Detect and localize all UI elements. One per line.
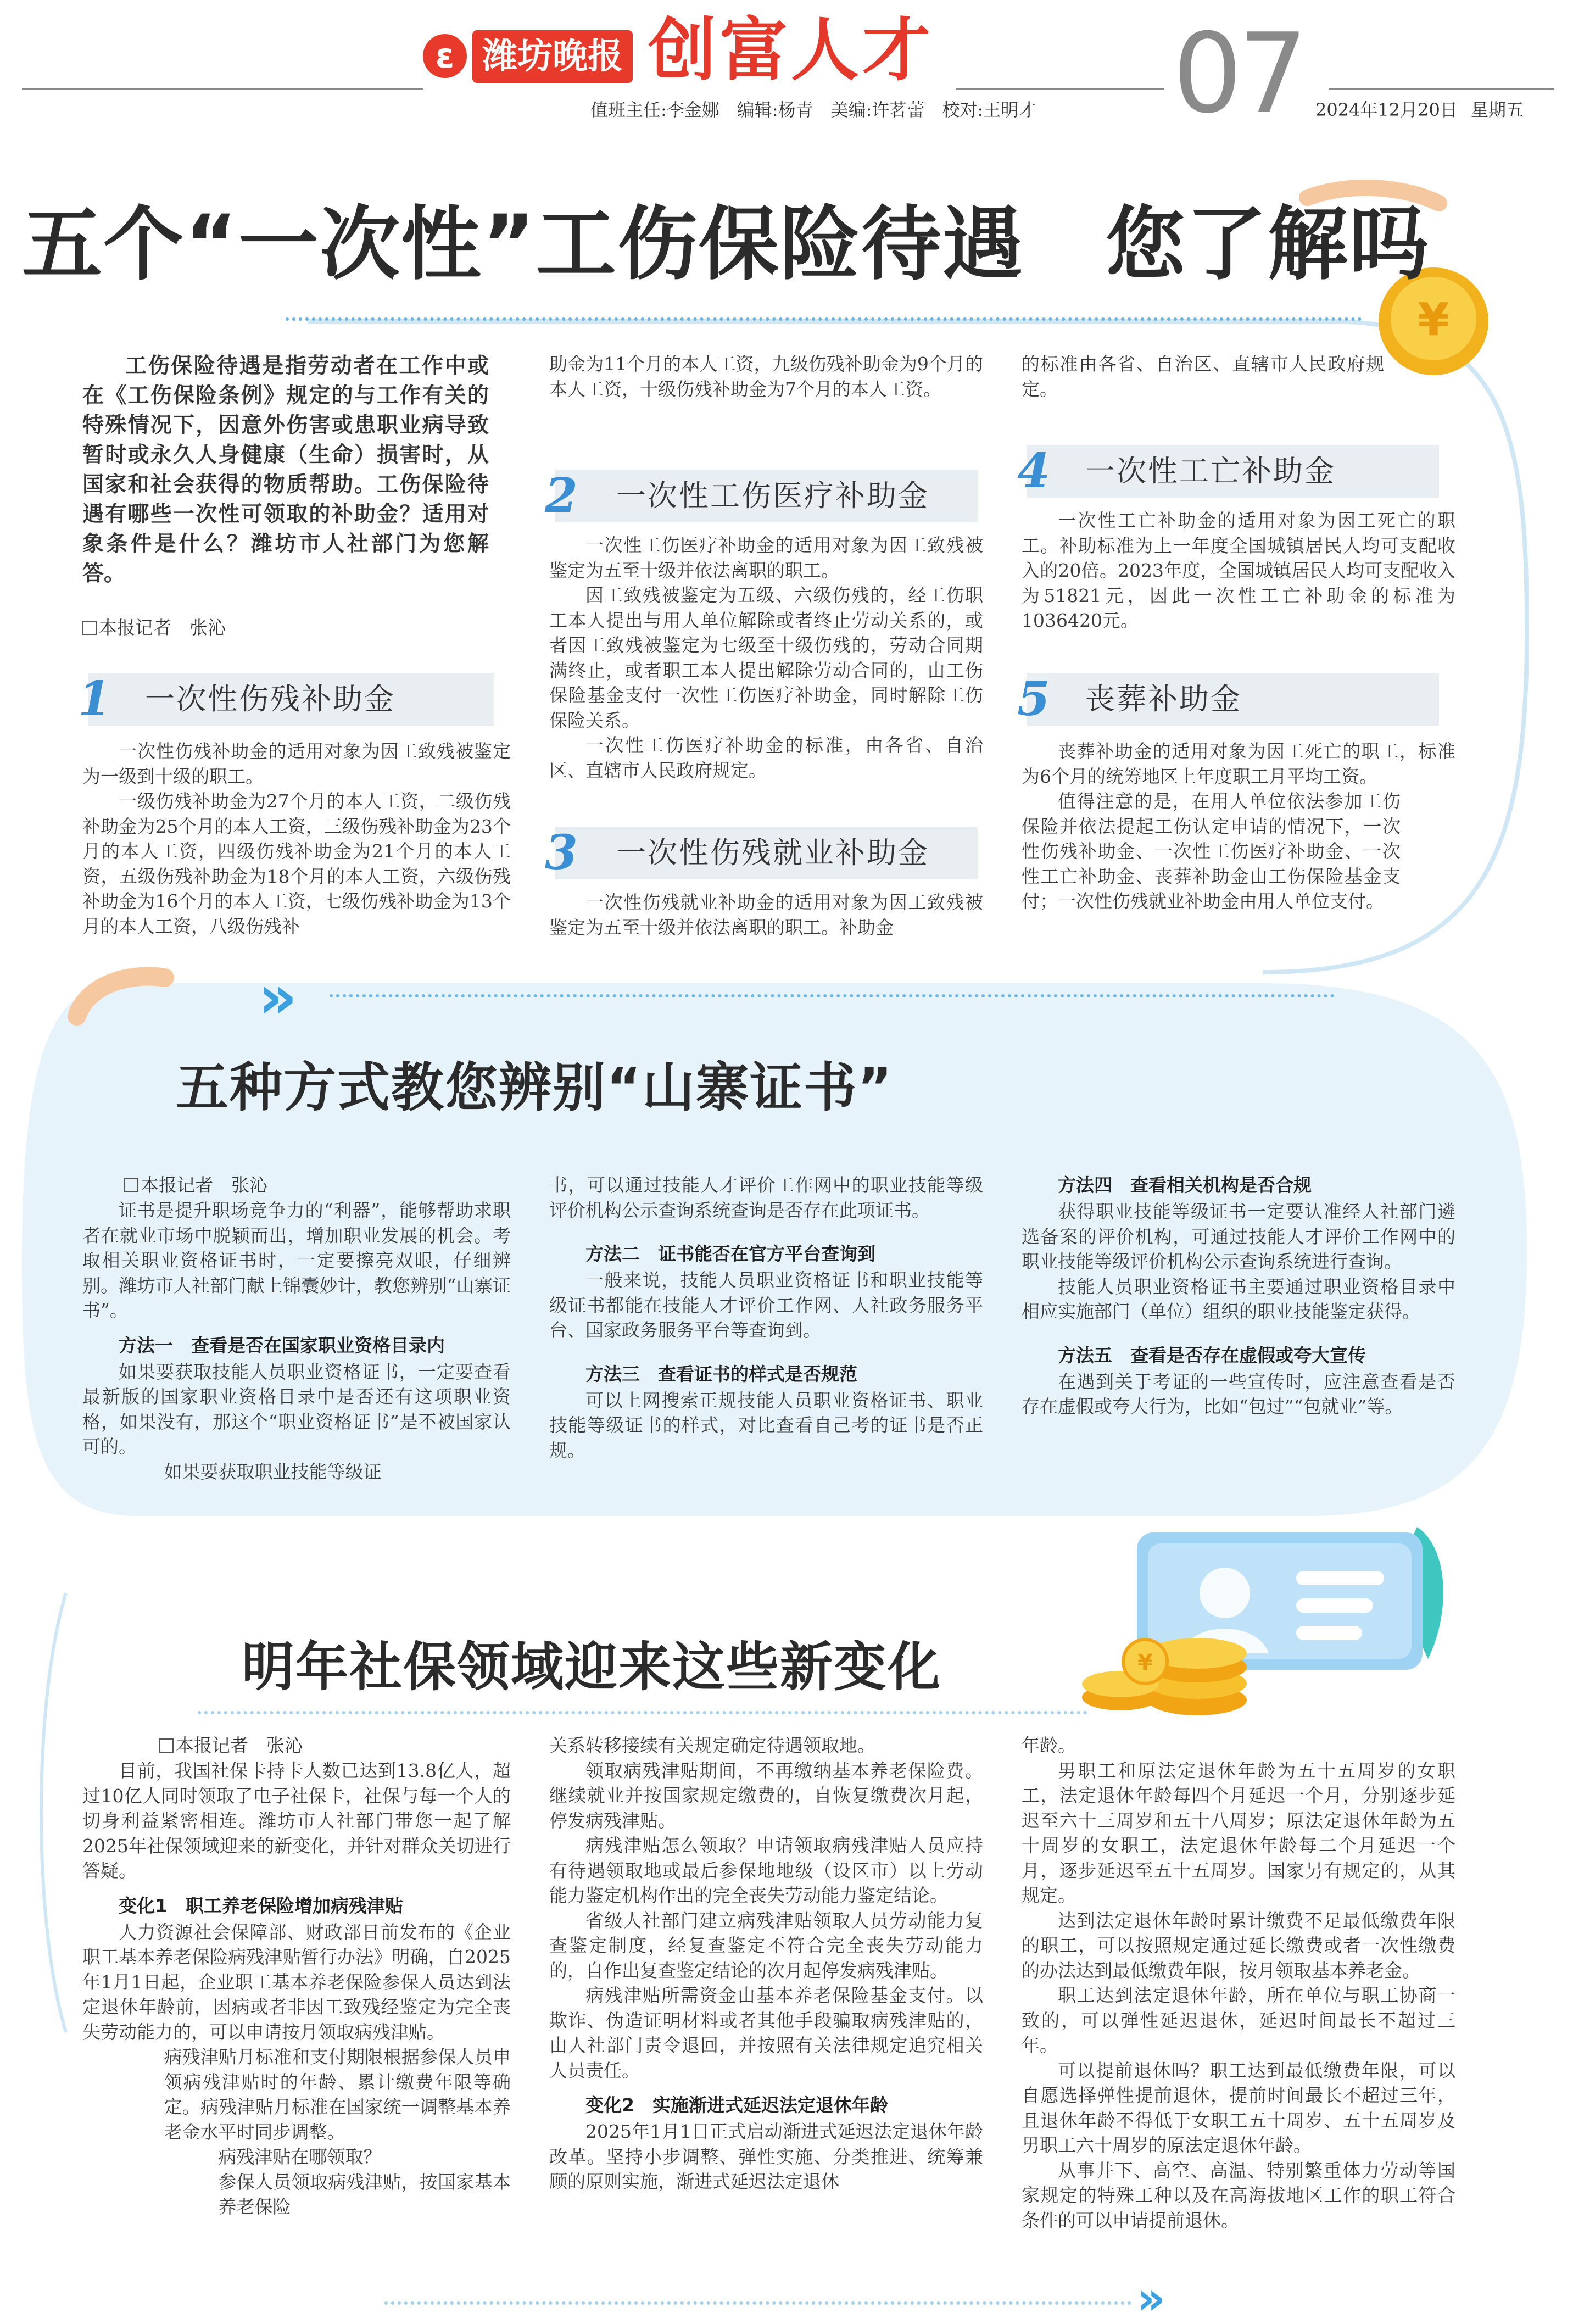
page-number: 07 [1173, 10, 1304, 138]
paragraph: 在遇到关于考证的一些宣传时，应注意查看是否存在虚假或夸大行为，比如“包过”“包就业”等。 [1022, 1370, 1455, 1417]
paragraph: 一次性工亡补助金的适用对象为因工死亡的职工。补助标准为上一年度全国城镇居民人均可支配收入的20倍。2023年度，全国城镇居民人均可支配收入为51821元，因此一次性工亡补助金的标准为1036420元。 [1022, 510, 1455, 631]
section-name: 创富人才 [648, 10, 934, 90]
article1-col3-text-mid [1022, 508, 1455, 633]
article1-title: 五个“一次性”工伤保险待遇 您了解吗 [22, 198, 1430, 291]
byline-text: 本报记者 张沁 [176, 1735, 303, 1756]
masthead-right-rule-2 [1329, 88, 1554, 90]
change-heading: 变化1 职工养老保险增加病残津贴 [119, 1894, 403, 1916]
paragraph: 的标准由各省、自治区、直辖市人民政府规定。 [1022, 353, 1384, 400]
paragraph: 省级人社部门建立病残津贴领取人员劳动能力复查鉴定制度，经复查鉴定不符合完全丧失劳动能力的，自作出复查鉴定结论的次月起停发病残津贴。 [549, 1909, 983, 1981]
paragraph: 病残津贴月标准和支付期限根据参保人员申领病残津贴时的年龄、累计缴费年限等确定。病残津贴月标准在国家统一调整基本养老金水平时同步调整。 [164, 2046, 511, 2143]
article2-col3-text [1022, 1173, 1455, 1419]
article1-col2-text-bottom [549, 890, 983, 940]
subheading-5 [1017, 671, 1439, 727]
method-heading: 方法五 查看是否存在虚假或夸大宣传 [1058, 1344, 1366, 1366]
paragraph: 一次性工伤医疗补助金的适用对象为因工致残被鉴定为五至十级并依法离职的职工。 [549, 534, 983, 581]
paragraph: 病残津贴在哪领取？ [218, 2146, 382, 2167]
article1-col2-text-mid [549, 533, 983, 783]
article3-col3-text [1022, 1733, 1455, 2233]
masthead [0, 0, 1573, 137]
staff-credits: 值班主任:李金娜 编辑:杨青 美编:许茗蕾 校对:王明才 [590, 99, 1036, 120]
article3-byline [82, 1733, 511, 1758]
method-heading: 方法三 查看证书的样式是否规范 [585, 1363, 857, 1385]
paragraph: 男职工和原法定退休年龄为五十五周岁的女职工，法定退休年龄每四个月延迟一个月，分别逐步延迟至六十三周岁和五十八周岁；原法定退休年龄为五十周岁的女职工，法定退休年龄每二个月延迟一个月，逐步延迟至五十五周岁。国家另有规定的，从其规定。 [1022, 1759, 1455, 1906]
subheading-text: 一次性伤残就业补助金 [616, 835, 929, 870]
issue-weekday: 星期五 [1471, 99, 1524, 120]
paragraph: 病残津贴所需资金由基本养老保险基金支付。以欺诈、伪造证明材料或者其他手段骗取病残津贴的，由人社部门责令退回，并按照有关法律规定追究相关人员责任。 [549, 1985, 983, 2081]
paragraph: 值得注意的是，在用人单位依法参加工伤保险并依法提起工伤认定申请的情况下，一次性伤残补助金、一次性工伤医疗补助金、一次性工亡补助金、丧葬补助金由工伤保险基金支付；一次性伤残就业补助金由用人单位支付。 [1022, 790, 1401, 912]
subheading-number: 4 [1017, 443, 1050, 499]
subheading-text: 一次性伤残补助金 [145, 682, 395, 716]
byline-text: 本报记者 张沁 [141, 1174, 267, 1196]
paragraph: 可以提前退休吗？职工达到最低缴费年限，可以自愿选择弹性提前退休，提前时间最长不超过三年，且退休年龄不得低于女职工五十周岁、五十五周岁及男职工六十周岁的原法定退休年龄。 [1022, 2059, 1455, 2156]
paragraph: 一级伤残补助金为27个月的本人工资，二级伤残补助金为25个月的本人工资，三级伤残补助金为23个月的本人工资，四级伤残补助金为21个月的本人工资，五级伤残补助金为18个月的本人工资，六级伤残补助金为16个月的本人工资，七级伤残补助金为13个月的本人工资，八级伤残补 [82, 790, 511, 937]
subheading-number: 1 [78, 671, 111, 727]
paragraph: 病残津贴怎么领取？申请领取病残津贴人员应持有待遇领取地或最后参保地地级（设区市）以上劳动能力鉴定机构作出的完全丧失劳动能力鉴定结论。 [549, 1835, 983, 1906]
byline-text: 本报记者 张沁 [99, 617, 226, 638]
curve-line-shape-2 [41, 1593, 66, 2032]
method-heading: 方法二 证书能否在官方平台查询到 [585, 1243, 875, 1264]
paragraph: 一次性伤残就业补助金的适用对象为因工致残被鉴定为五至十级并依法离职的职工。补助金 [549, 891, 983, 938]
paragraph: 如果要获取技能人员职业资格证书，一定要查看最新版的国家职业资格目录中是否还有这项职业资格，如果没有，那这个“职业资格证书”是不被国家认可的。 [82, 1361, 511, 1457]
paragraph: 人力资源社会保障部、财政部日前发布的《企业职工基本养老保险病残津贴暂行办法》明确，自2025年1月1日起，企业职工基本养老保险参保人员达到法定退休年龄前，因病或者非因工致残经鉴定为完全丧失劳动能力的，可以申请按月领取病残津贴。 [82, 1921, 511, 2043]
change-heading: 变化2 实施渐进式延迟法定退休年龄 [585, 2094, 888, 2116]
svg-text:¥: ¥ [1418, 294, 1449, 346]
paragraph: 证书是提升职场竞争力的“利器”，能够帮助求职者在就业市场中脱颖而出，增加职业发展的机会。考取相关职业资格证书时，一定要擦亮双眼，仔细辨别。潍坊市人社部门献上锦囊妙计，教您辨别“山寨证书”。 [82, 1200, 511, 1321]
subheading-1 [78, 671, 494, 727]
subheading-number: 2 [545, 468, 578, 523]
paragraph: 年龄。 [1022, 1735, 1076, 1756]
article1-col3-text-top [1022, 352, 1384, 402]
dotted-divider [198, 1711, 1087, 1714]
paragraph: 2025年1月1日正式启动渐进式延迟法定退休年龄改革。坚持小步调整、弹性实施、分类推进、统筹兼顾的原则实施，渐进式延迟法定退休 [549, 2121, 983, 2192]
paragraph: 获得职业技能等级证书一定要认准经人社部门遴选备案的评价机构，可通过技能人才评价工作网中的职业技能等级评价机构公示查询系统进行查询。 [1022, 1201, 1455, 1272]
paragraph: 从事井下、高空、高温、特别繁重体力劳动等国家规定的特殊工种以及在高海拔地区工作的职工符合条件的可以申请提前退休。 [1022, 2159, 1455, 2231]
subheading-number: 5 [1017, 671, 1050, 727]
article3-col1-text [82, 1733, 511, 2220]
method-heading: 方法一 查看是否在国家职业资格目录内 [119, 1334, 445, 1356]
article2-col1-text [82, 1173, 511, 1484]
article1-col1-text [82, 739, 511, 939]
masthead-right-rule [956, 88, 1164, 90]
dotted-divider [384, 2301, 1131, 2305]
paragraph: 可以上网搜索正规技能人员职业资格证书、职业技能等级证书的样式，对比查看自己考的证书是否正规。 [549, 1389, 983, 1461]
paragraph: 关系转移接续有关规定确定待遇领取地。 [549, 1735, 875, 1756]
subheading-number: 3 [545, 825, 578, 880]
article1-lead [82, 352, 489, 589]
paragraph: 一次性伤残补助金的适用对象为因工致残被鉴定为一级到十级的职工。 [82, 740, 511, 787]
subheading-text: 一次性工亡补助金 [1085, 454, 1336, 488]
paragraph: 助金为11个月的本人工资，九级伤残补助金为9个月的本人工资，十级伤残补助金为7个月的本人工资。 [549, 353, 983, 400]
chevron-right-icon: » [1137, 2273, 1153, 2324]
chevron-right-icon: » [258, 962, 281, 1032]
article1-col3-text-bottom [1022, 739, 1455, 914]
article2-col2-text [549, 1173, 983, 1463]
byline-box-icon [159, 1738, 174, 1753]
subheading-2 [545, 468, 978, 523]
subheading-text: 一次性工伤医疗补助金 [616, 478, 929, 513]
article2-byline [82, 1173, 511, 1198]
svg-text:¥: ¥ [1137, 1650, 1153, 1675]
paragraph: 领取病残津贴期间，不再缴纳基本养老保险费。继续就业并按国家规定缴费的，自恢复缴费次月起，停发病残津贴。 [549, 1759, 983, 1831]
paper-logo-icon: ε [423, 34, 467, 78]
paragraph: 书，可以通过技能人才评价工作网中的职业技能等级评价机构公示查询系统查询是否存在此项证书。 [549, 1174, 983, 1221]
paragraph: 职工达到法定退休年龄，所在单位与职工协商一致的，可以弹性延迟退休，延迟时间最长不超过三年。 [1022, 1985, 1455, 2056]
paragraph: 参保人员领取病残津贴，按国家基本养老保险 [218, 2171, 511, 2217]
article1-col2-text-top [549, 352, 983, 402]
paragraph: 如果要获取职业技能等级证 [164, 1461, 382, 1483]
article2-title: 五种方式教您辨别“山寨证书” [176, 1057, 894, 1118]
article1-byline [82, 615, 226, 640]
paragraph: 因工致残被鉴定为五级、六级伤残的，经工伤职工本人提出与用人单位解除或者终止劳动关系的，或者因工致残被鉴定为七级至十级伤残的，劳动合同期满终止，或者职工本人提出解除劳动合同的，由工伤保险基金支付一次性工伤医疗补助金，同时解除工伤保险关系。 [549, 584, 983, 731]
method-heading: 方法四 查看相关机构是否合规 [1058, 1174, 1312, 1196]
byline-box-icon [124, 1178, 138, 1192]
paragraph: 达到法定退休年龄时累计缴费不足最低缴费年限的职工，可以按照规定通过延长缴费或者一次性缴费的办法达到最低缴费年限，按月领取基本养老金。 [1022, 1909, 1455, 1981]
lead-paragraph: 工伤保险待遇是指劳动者在工作中或在《工伤保险条例》规定的与工作有关的特殊情况下，因意外伤害或患职业病导致暂时或永久人身健康（生命）损害时，从国家和社会获得的物质帮助。工伤保险待遇有哪些一次性可领取的补助金？适用对象条件是什么？潍坊市人社部门为您解答。 [82, 354, 489, 586]
article3-title: 明年社保领域迎来这些新变化 [242, 1636, 941, 1698]
dotted-divider [330, 994, 1335, 997]
dotted-divider [286, 317, 1362, 321]
coins-and-id-card-illustration [1066, 1516, 1472, 1725]
paragraph: 技能人员职业资格证书主要通过职业资格目录中相应实施部门（单位）组织的职业技能鉴定获得。 [1022, 1275, 1455, 1322]
masthead-left-rule [22, 88, 423, 90]
article3-col2-text [549, 1733, 983, 2194]
paragraph: 一次性工伤医疗补助金的标准，由各省、自治区、直辖市人民政府规定。 [549, 734, 983, 781]
subheading-4 [1017, 443, 1439, 499]
subheading-text: 丧葬补助金 [1085, 682, 1242, 716]
paragraph: 丧葬补助金的适用对象为因工死亡的职工，标准为6个月的统筹地区上年度职工月平均工资。 [1022, 740, 1455, 787]
issue-date: 2024年12月20日 [1315, 99, 1458, 120]
subheading-3 [545, 825, 978, 880]
byline-box-icon [82, 621, 97, 635]
paragraph: 目前，我国社保卡持卡人数已达到13.8亿人，超过10亿人同时领取了电子社保卡，社保与每一个人的切身利益紧密相连。潍坊市人社部门带您一起了解2025年社保领域迎来的新变化，并针对群众关切进行答疑。 [82, 1760, 511, 1881]
paragraph: 一般来说，技能人员职业资格证书和职业技能等级证书都能在技能人才评价工作网、人社政务服务平台、国家政务服务平台等查询到。 [549, 1269, 983, 1341]
paper-name: 潍坊晚报 [472, 30, 633, 83]
